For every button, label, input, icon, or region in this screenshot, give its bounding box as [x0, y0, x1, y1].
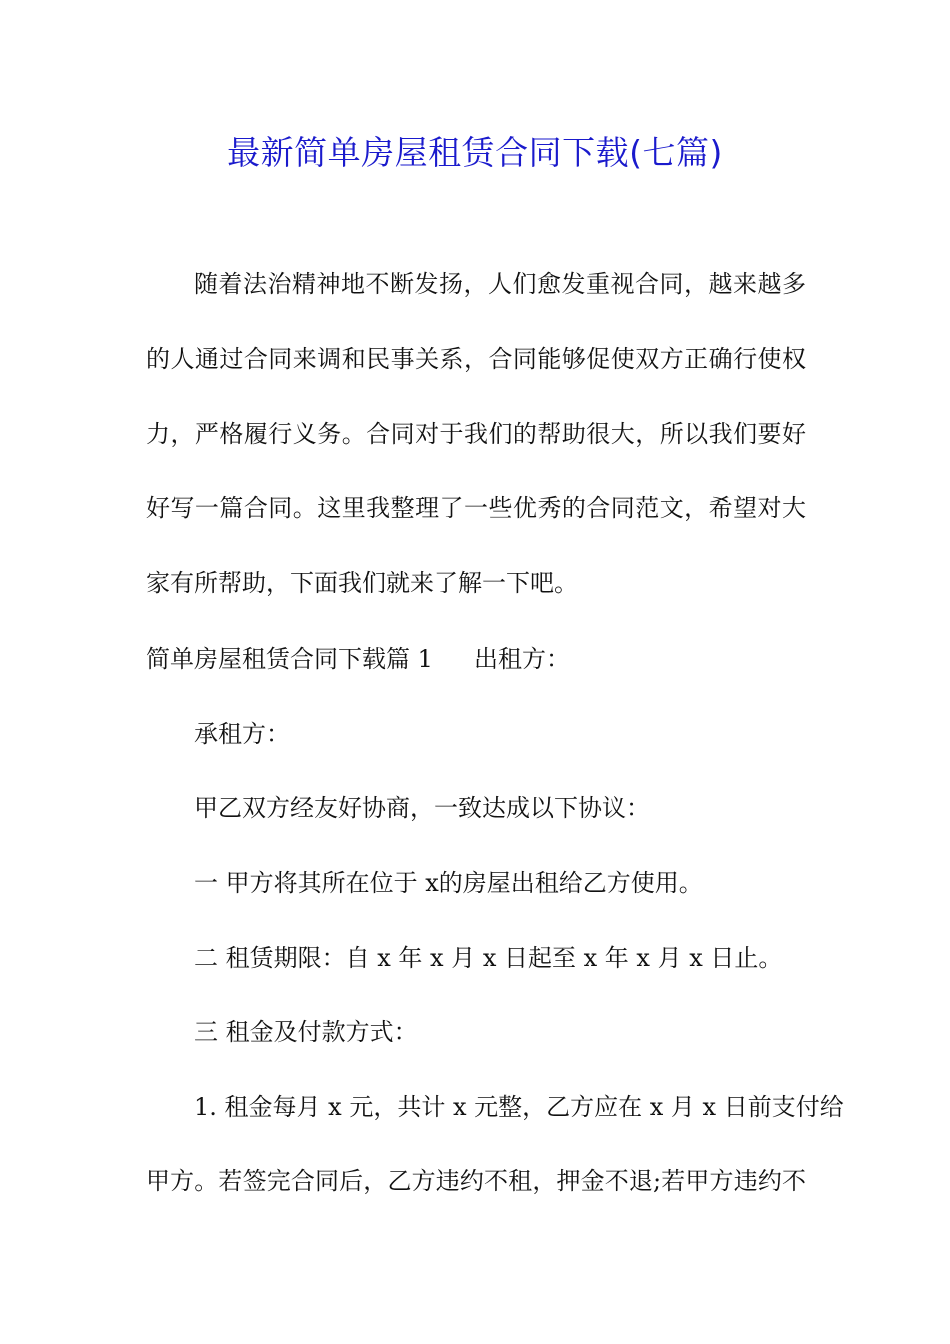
intro-line-2: 的人通过合同来调和民事关系，合同能够促使双方正确行使权 [146, 345, 806, 373]
agreement-line: 甲乙双方经友好协商，一致达成以下协议： [194, 794, 650, 822]
clause-1: 一 甲方将其所在位于 x的房屋出租给乙方使用。 [194, 869, 703, 897]
intro-line-3: 力，严格履行义务。合同对于我们的帮助很大，所以我们要好 [146, 420, 806, 448]
document-title: 最新简单房屋租赁合同下载(七篇) [227, 133, 723, 172]
payment-line-1: 1. 租金每月 x 元，共计 x 元整，乙方应在 x 月 x 日前支付给 [194, 1093, 844, 1121]
intro-line-4: 好写一篇合同。这里我整理了一些优秀的合同范文，希望对大 [146, 494, 806, 522]
intro-line-5: 家有所帮助，下面我们就来了解一下吧。 [146, 569, 578, 597]
lessor-label: 出租方： [474, 645, 570, 673]
lessee-label: 承租方： [194, 720, 290, 748]
section-heading: 简单房屋租赁合同下载篇 1 [146, 645, 433, 673]
clause-2: 二 租赁期限：自 x 年 x 月 x 日起至 x 年 x 月 x 日止。 [194, 944, 783, 972]
intro-line-1: 随着法治精神地不断发扬，人们愈发重视合同，越来越多 [194, 270, 806, 298]
payment-line-2: 甲方。若签完合同后，乙方违约不租，押金不退;若甲方违约不 [146, 1167, 806, 1195]
clause-3: 三 租金及付款方式： [194, 1018, 418, 1046]
